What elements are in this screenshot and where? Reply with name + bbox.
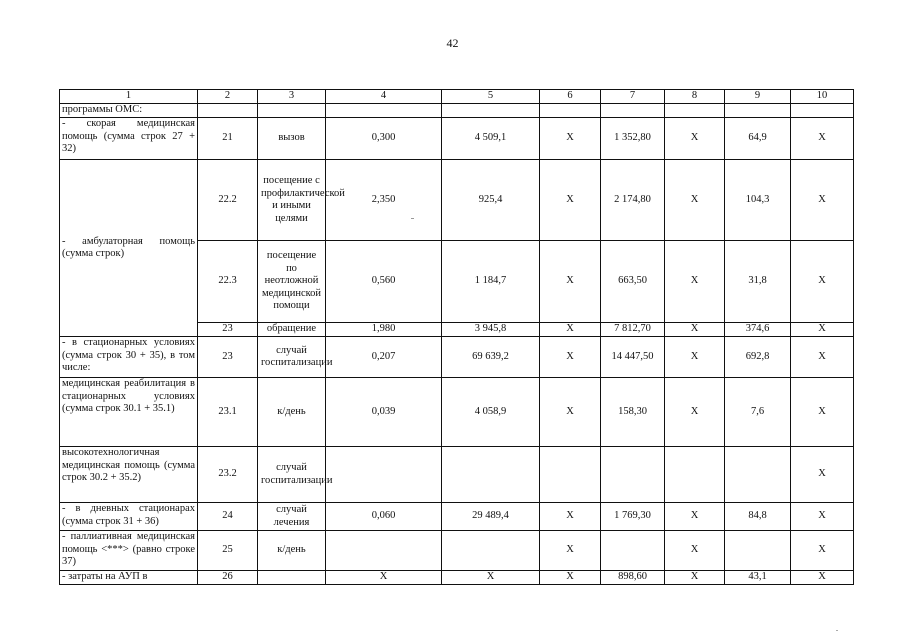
cell-col8: X bbox=[665, 571, 725, 585]
cell-col8 bbox=[665, 447, 725, 503]
cell-col5: 4 509,1 bbox=[442, 118, 540, 160]
cell-col4 bbox=[326, 447, 442, 503]
cell-col6: X bbox=[540, 323, 601, 337]
cell-col4: 0,060 bbox=[326, 503, 442, 531]
page-number: 42 bbox=[446, 36, 459, 50]
table-row bbox=[60, 160, 854, 241]
cell-col4: X bbox=[326, 571, 442, 585]
cell-col10: X bbox=[791, 160, 854, 241]
row-code: 26 bbox=[198, 571, 258, 585]
cell-col4: 0,300 bbox=[326, 118, 442, 160]
header-cell: 6 bbox=[540, 90, 601, 104]
row-name: - затраты на АУП в bbox=[60, 571, 198, 585]
cell-col5: 4 058,9 bbox=[442, 378, 540, 447]
cell-col6: X bbox=[540, 503, 601, 531]
cell-col10: X bbox=[791, 241, 854, 323]
cell-col7 bbox=[601, 447, 665, 503]
row-code: 23.1 bbox=[198, 378, 258, 447]
cell-col4: 0,039 bbox=[326, 378, 442, 447]
row-name: - в дневных стационарах (сумма строк 31 + 36) bbox=[60, 503, 198, 531]
cell-col10: X bbox=[791, 118, 854, 160]
cell-col7: 2 174,80 bbox=[601, 160, 665, 241]
cell-col10: X bbox=[791, 503, 854, 531]
cell-col6 bbox=[540, 447, 601, 503]
row-name: - паллиативная медицинская помощь <***> (равно строке 37) bbox=[60, 531, 198, 571]
cell-col10: X bbox=[791, 571, 854, 585]
row-code: 24 bbox=[198, 503, 258, 531]
row-code: 22.2 bbox=[198, 160, 258, 241]
cell-col8: X bbox=[665, 531, 725, 571]
cell-col4: 2,350 bbox=[326, 160, 442, 241]
row-unit: случай лечения bbox=[258, 503, 326, 531]
cell-col8: X bbox=[665, 503, 725, 531]
cell-col7 bbox=[601, 531, 665, 571]
cell-col6: X bbox=[540, 378, 601, 447]
cell-col5: 925,4 bbox=[442, 160, 540, 241]
data-table bbox=[59, 89, 854, 585]
header-cell: 9 bbox=[725, 90, 791, 104]
cell-col7: 898,60 bbox=[601, 571, 665, 585]
cell-col5: 29 489,4 bbox=[442, 503, 540, 531]
cell-col5: X bbox=[442, 571, 540, 585]
row-code: 23 bbox=[198, 323, 258, 337]
cell-col5 bbox=[442, 531, 540, 571]
cell-col6: X bbox=[540, 531, 601, 571]
table-row bbox=[60, 503, 854, 531]
cell-col9 bbox=[725, 447, 791, 503]
cell-col10: X bbox=[791, 531, 854, 571]
cell-col7: 14 447,50 bbox=[601, 337, 665, 378]
cell-col8: X bbox=[665, 337, 725, 378]
header-cell: 4 bbox=[326, 90, 442, 104]
cell-col10: X bbox=[791, 447, 854, 503]
cell-col4: 0,560 bbox=[326, 241, 442, 323]
table-row bbox=[60, 531, 854, 571]
row-unit: вызов bbox=[258, 118, 326, 160]
cell-col5: 69 639,2 bbox=[442, 337, 540, 378]
row-unit: к/день bbox=[258, 531, 326, 571]
row-unit: к/день bbox=[258, 378, 326, 447]
row-code: 23 bbox=[198, 337, 258, 378]
row-name: - в стационарных условиях (сумма строк 30 + 35), в том числе: bbox=[60, 337, 198, 378]
cell-col10: X bbox=[791, 337, 854, 378]
row-name: высокотехнологичная медицинская помощь (сумма строк 30.2 + 35.2) bbox=[60, 447, 198, 503]
cell-col9 bbox=[725, 531, 791, 571]
cell-col8: X bbox=[665, 160, 725, 241]
header-cell: 1 bbox=[60, 90, 198, 104]
cell-col6: X bbox=[540, 118, 601, 160]
row-code: 25 bbox=[198, 531, 258, 571]
row-unit: посещение по неотложной медицинской помощи bbox=[258, 241, 326, 323]
table-row bbox=[60, 571, 854, 585]
header-cell: 5 bbox=[442, 90, 540, 104]
table-row bbox=[60, 118, 854, 160]
row-name: медицинская реабилитация в стационарных условиях (сумма строк 30.1 + 35.1) bbox=[60, 378, 198, 447]
cell-col7: 7 812,70 bbox=[601, 323, 665, 337]
cell-col8: X bbox=[665, 378, 725, 447]
row-code: 21 bbox=[198, 118, 258, 160]
row-unit: посещение с профилактической и иными целями bbox=[258, 160, 326, 241]
row-name: - амбулаторная помощь (сумма строк) bbox=[60, 160, 198, 337]
cell-col7: 1 352,80 bbox=[601, 118, 665, 160]
cell-col5: 1 184,7 bbox=[442, 241, 540, 323]
cell-col6: X bbox=[540, 241, 601, 323]
cell-col8: X bbox=[665, 241, 725, 323]
cell-col9: 64,9 bbox=[725, 118, 791, 160]
cell-col10: X bbox=[791, 323, 854, 337]
cell-col9: 7,6 bbox=[725, 378, 791, 447]
cell-col9: 104,3 bbox=[725, 160, 791, 241]
cell-col8: X bbox=[665, 118, 725, 160]
table-row bbox=[60, 337, 854, 378]
header-cell: 2 bbox=[198, 90, 258, 104]
row-unit: обращение bbox=[258, 323, 326, 337]
cell-col9: 692,8 bbox=[725, 337, 791, 378]
row-unit: случай госпитализации bbox=[258, 337, 326, 378]
cell-col5 bbox=[442, 447, 540, 503]
cell-col9: 374,6 bbox=[725, 323, 791, 337]
section-row bbox=[60, 104, 854, 118]
header-row bbox=[60, 90, 854, 104]
cell-col7: 663,50 bbox=[601, 241, 665, 323]
cell-col9: 31,8 bbox=[725, 241, 791, 323]
cell-col10: X bbox=[791, 378, 854, 447]
cell-col4: 1,980 bbox=[326, 323, 442, 337]
cell-col9: 43,1 bbox=[725, 571, 791, 585]
cell-col6: X bbox=[540, 337, 601, 378]
cell-col8: X bbox=[665, 323, 725, 337]
row-code: 23.2 bbox=[198, 447, 258, 503]
cell-col7: 1 769,30 bbox=[601, 503, 665, 531]
table-row bbox=[60, 378, 854, 447]
header-cell: 10 bbox=[791, 90, 854, 104]
header-cell: 3 bbox=[258, 90, 326, 104]
row-name: - скорая медицинская помощь (сумма строк 27 + 32) bbox=[60, 118, 198, 160]
table-row bbox=[60, 447, 854, 503]
row-unit: случай госпитализации bbox=[258, 447, 326, 503]
cell-col4: 0,207 bbox=[326, 337, 442, 378]
cell-col6: X bbox=[540, 571, 601, 585]
scan-speck bbox=[836, 630, 838, 631]
section-label: программы ОМС: bbox=[60, 104, 198, 118]
cell-col9: 84,8 bbox=[725, 503, 791, 531]
header-cell: 7 bbox=[601, 90, 665, 104]
cell-col4 bbox=[326, 531, 442, 571]
cell-col6: X bbox=[540, 160, 601, 241]
row-code: 22.3 bbox=[198, 241, 258, 323]
header-cell: 8 bbox=[665, 90, 725, 104]
row-unit bbox=[258, 571, 326, 585]
cell-col5: 3 945,8 bbox=[442, 323, 540, 337]
cell-col7: 158,30 bbox=[601, 378, 665, 447]
